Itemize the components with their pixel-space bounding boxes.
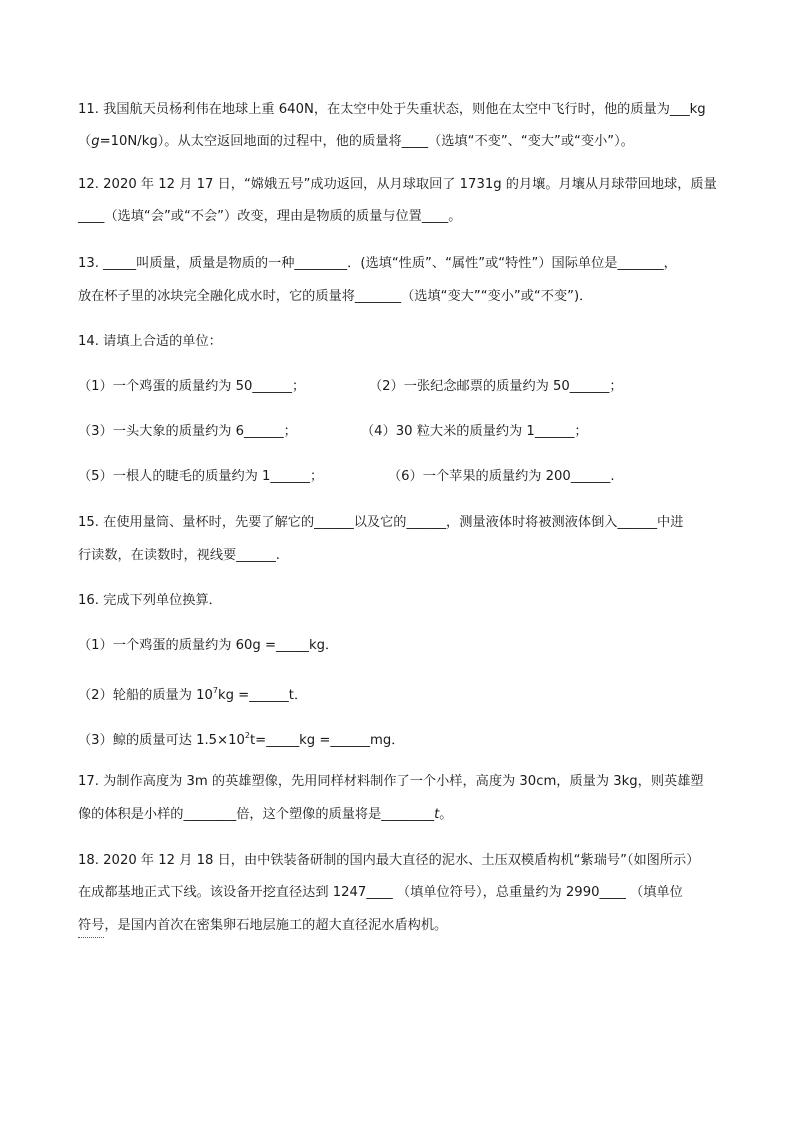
q16-item-2 [78, 682, 307, 705]
q11-line-1: 11. 我国航天员杨利伟在地球上重 640N，在太空中处于失重状态，则他在太空中飞行时，他的质量为___kg [78, 102, 706, 117]
q13-line-1: 13. _____叫质量，质量是物质的一种________．(选填“性质”、“属性”或“特性”）国际单位是_______， [78, 256, 677, 271]
q16-item-3 [78, 727, 404, 750]
q13-line-2: 放在杯子里的冰块完全融化成水时，它的质量将_______（选填“变大”“变小”或“不变”)． [78, 289, 593, 304]
q14-item-5: （5）一根人的睫毛的质量约为 1______； [78, 469, 324, 484]
q16-item-3-text-a: （3）鲸的质量可达 1.5×10 [78, 733, 245, 748]
q15-line-1: 15. 在使用量筒、量杯时，先要了解它的______以及它的______，测量液体时将被测液体倒入______中进 [78, 515, 684, 530]
q14-item-6: （6）一个苹果的质量约为 200______. [388, 469, 615, 484]
q17-t-symbol: t [434, 807, 440, 822]
q17-line-2 [78, 806, 452, 824]
q16-title: 16. 完成下列单位换算． [78, 593, 222, 608]
q15-line-2: 行读数，在读数时，视线要______. [78, 548, 281, 563]
q14-item-1: （1）一个鸡蛋的质量约为 50______； [78, 379, 306, 394]
q14-item-4: （4）30 粒大米的质量约为 1______； [361, 424, 588, 439]
q17-line-1: 17. 为制作高度为 3m 的英雄塑像，先用同样材料制作了一个小样，高度为 30cm，质量为 3kg，则英雄塑 [78, 774, 704, 789]
q11-line-2-text: =10N/kg）。从太空返回地面的过程中，他的质量将____（选填“不变”、“变大”或“变小”）。 [99, 134, 634, 149]
q16-item-2-text-b: kg =______t． [217, 688, 308, 703]
q14-item-2: （2）一张纪念邮票的质量约为 50______； [369, 379, 623, 394]
q16-item-1: （1）一个鸡蛋的质量约为 60g =_____kg． [78, 638, 339, 653]
q12-line-2: ____（选填“会”或“不会”）改变，理由是物质的质量与位置____。 [78, 209, 462, 224]
q18-line-2: 在成都基地正式下线。该设备开挖直径达到 1247____ （填单位符号），总重量约为 2990____ （填单位 [78, 885, 683, 900]
q16-item-2-text-a: （2）轮船的质量为 10 [78, 688, 213, 703]
q12-line-1: 12. 2020 年 12 月 17 日，“嫦娥五号”成功返回，从月球取回了 1731g 的月壤。月壤从月球带回地球，质量 [78, 177, 717, 192]
q14-title: 14. 请填上合适的单位： [78, 334, 222, 349]
q18-line-3 [78, 917, 447, 935]
q11-paren: （ [78, 134, 92, 149]
q17-line-2-text: 像的体积是小样的________倍，这个塑像的质量将是________ [78, 807, 435, 822]
q18-line-1: 18. 2020 年 12 月 18 日，由中铁装备研制的国内最大直径的泥水、土压双模盾构机“紫瑞号”（如图所示） [78, 853, 700, 868]
q11-g-symbol: g [91, 134, 100, 149]
q16-item-3-exponent: 2 [244, 731, 250, 740]
q17-period: 。 [439, 807, 453, 822]
q14-item-3: （3）一头大象的质量约为 6______； [78, 424, 297, 439]
q18-emphasis-text: 符号 [78, 918, 105, 933]
q16-item-3-text-b: t=_____kg =______mg． [249, 733, 405, 748]
q11-line-2 [78, 133, 634, 151]
q16-item-2-exponent: 7 [212, 686, 218, 695]
q18-line-3-text: ，是国内首次在密集卵石地层施工的超大直径泥水盾构机。 [104, 918, 448, 933]
